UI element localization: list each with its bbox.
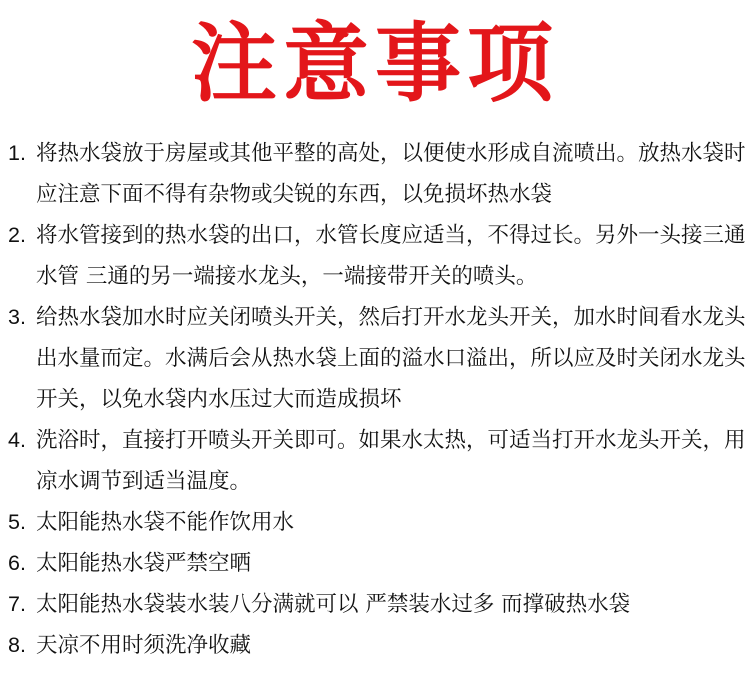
note-text: 天凉不用时须洗净收藏 [36, 633, 252, 658]
note-text: 将水管接到的热水袋的出口，水管长度应适当，不得过长。另外一头接三通水管 三通的另一端接水龙头，一端接带开关的喷头。 [36, 223, 746, 289]
note-item-4 [8, 420, 746, 502]
note-item-8 [8, 625, 746, 666]
note-number: 1. [8, 141, 26, 165]
note-text: 太阳能热水袋装水装八分满就可以 严禁装水过多 而撑破热水袋 [36, 592, 631, 617]
note-item-3 [8, 297, 746, 420]
note-text: 太阳能热水袋不能作饮用水 [36, 510, 295, 535]
note-number: 7. [8, 592, 26, 616]
note-number: 8. [8, 633, 26, 657]
note-text: 太阳能热水袋严禁空晒 [36, 551, 252, 576]
note-number: 5. [8, 510, 26, 534]
note-number: 6. [8, 551, 26, 575]
page-title: 注意事项 [191, 14, 559, 114]
note-item-1 [8, 133, 746, 215]
note-item-2 [8, 215, 746, 297]
note-number: 3. [8, 305, 26, 329]
note-text: 给热水袋加水时应关闭喷头开关，然后打开水龙头开关，加水时间看水龙头出水量而定。水满后会从热水袋上面的溢水口溢出，所以应及时关闭水龙头开关，以免水袋内水压过大而造成损坏 [36, 305, 746, 412]
note-item-6 [8, 543, 746, 584]
note-text: 洗浴时，直接打开喷头开关即可。如果水太热，可适当打开水龙头开关，用凉水调节到适当温度。 [36, 428, 746, 494]
notes-list [8, 133, 746, 666]
note-number: 4. [8, 428, 26, 452]
note-item-5 [8, 502, 746, 543]
note-number: 2. [8, 223, 26, 247]
note-item-7 [8, 584, 746, 625]
note-text: 将热水袋放于房屋或其他平整的高处，以便使水形成自流喷出。放热水袋时应注意下面不得有杂物或尖锐的东西，以免损坏热水袋 [36, 141, 746, 207]
